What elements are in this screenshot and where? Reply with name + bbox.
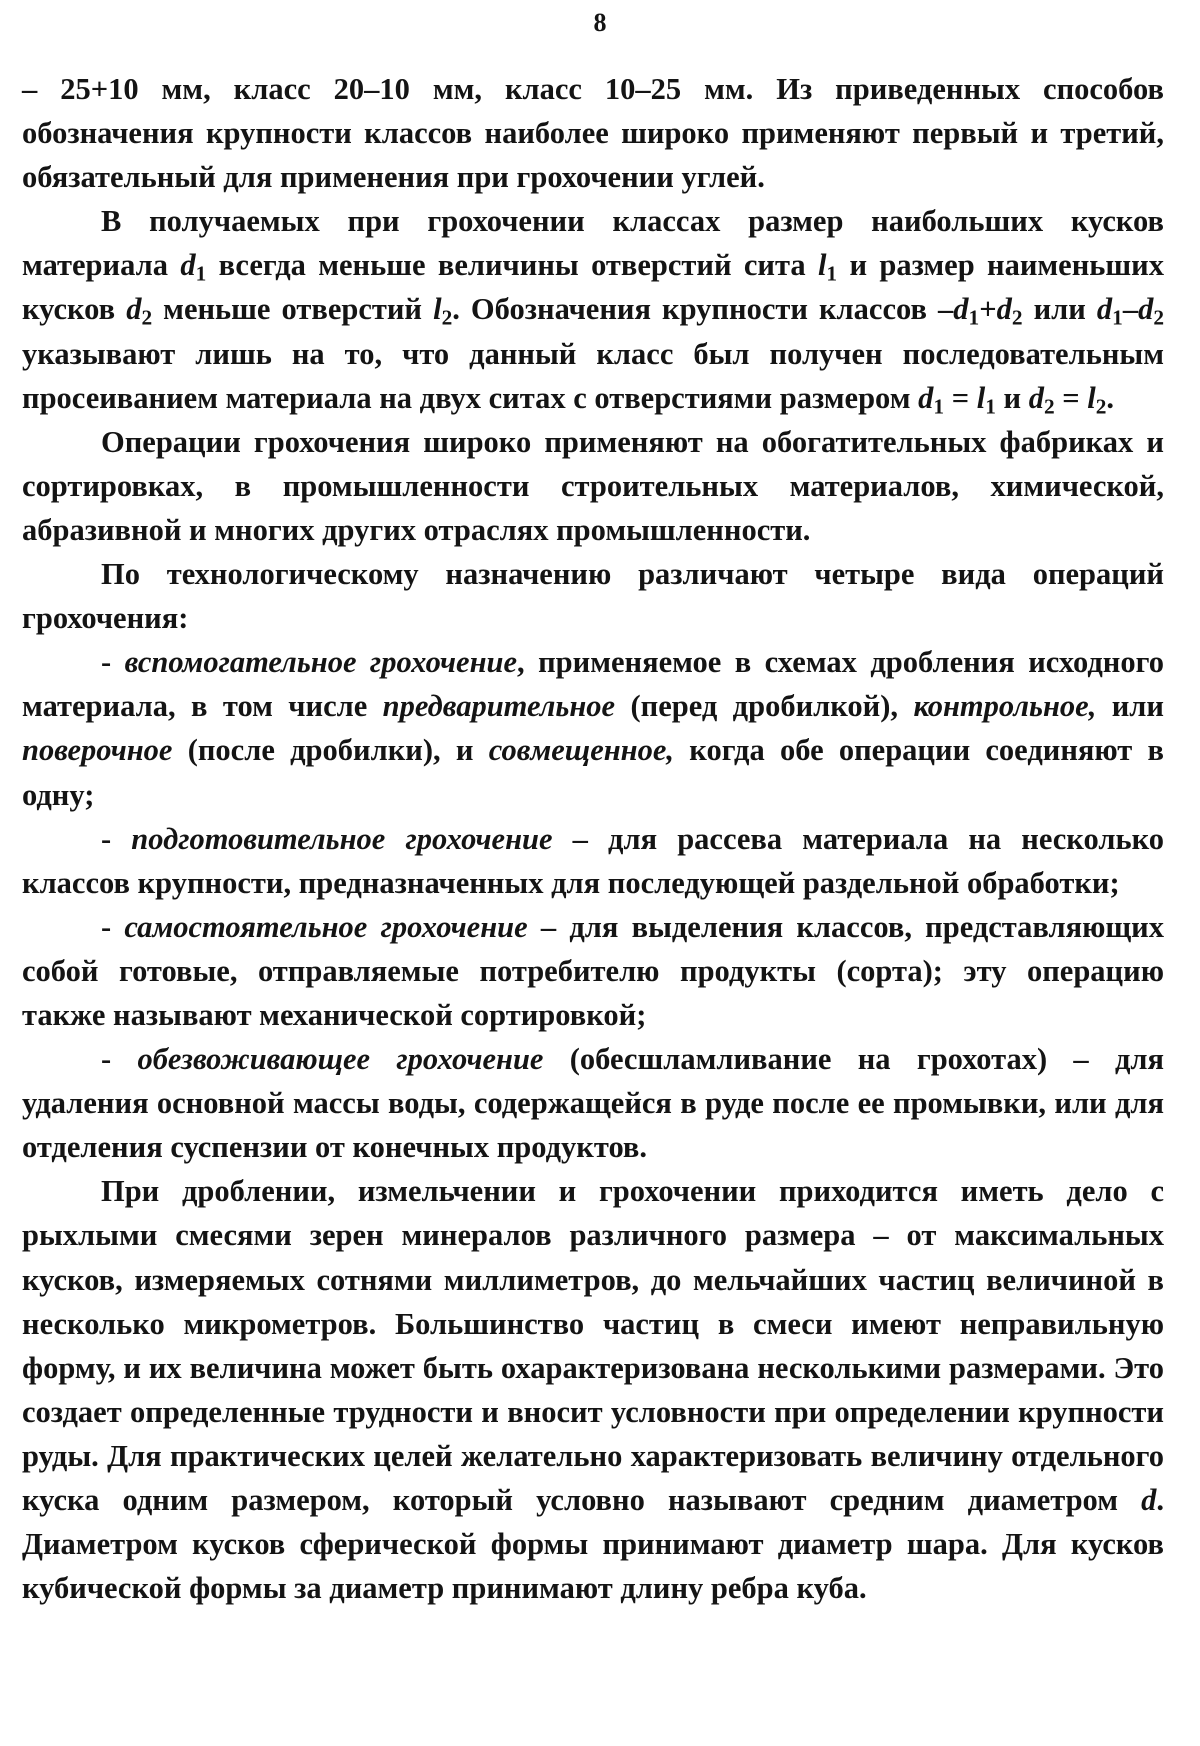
list-item-dewatering-screening: - обезвоживающее грохочение (обесшламливание на грохотах) – для удаления основной массы воды, содержащейся в руде после ее промывки, или для отделения суспензии от конечных продуктов. <box>22 1042 1164 1165</box>
paragraph-applications: Операции грохочения широко применяют на обогатительных фабриках и сортировках, в промышленности строительных материалов, химической, абразивной и многих других отраслях промышленности. <box>22 424 1164 547</box>
list-item-independent-screening: - самостоятельное грохочение – для выделения классов, представляющих собой готовые, отправляемые потребителю продукты (сорта); эту операцию также называют механической сортировкой; <box>22 909 1164 1032</box>
paragraph-class-sizes: В получаемых при грохочении классах размер наибольших кусков материала $d_1$ всегда меньше величины отверстий сита $l_1$ и размер наименьших кусков $d_2$ меньше отверстий $l_2$. Обозначения крупности классов $-d_1+d_2$ или $d_1-d_2$ указывают лишь на то, что данный класс был получен последовательным просеиванием материала на двух ситах с отверстиями размером $d_1 = l_1$ и $d_2 = l_2$. <box>22 204 1164 418</box>
paragraph-types-intro: По технологическому назначению различают четыре вида операций грохочения: <box>22 557 1164 636</box>
page-number: 8 <box>593 8 607 37</box>
paragraph-particle-size: При дроблении, измельчении и грохочении приходится иметь дело с рыхлыми смесями зерен минералов различного размера – от максимальных кусков, измеряемых сотнями миллиметров, до мельчайших частиц величиной в несколько микрометров. Большинство частиц в смеси имеют неправильную форму, и их величина может быть охарактеризована несколькими размерами. Это создает определенные трудности и вносит условности при определении крупности руды. Для практических целей желательно характеризовать величину отдельного куска одним размером, который условно называют средним диаметром d. Диаметром кусков сферической формы принимают диаметр шара. Для кусков кубической формы за диаметр принимают длину ребра куба. <box>22 1174 1164 1606</box>
list-item-auxiliary-screening: - вспомогательное грохочение, применяемое в схемах дробления исходного материала, в том числе предварительное (перед дробилкой), контрольное, или поверочное (после дробилки), и совмещенное, когда обе операции соединяют в одну; <box>22 645 1165 812</box>
list-item-preparatory-screening: - подготовительное грохочение – для рассева материала на несколько классов крупности, предназначенных для последующей раздельной обработки; <box>22 821 1164 900</box>
page-body <box>22 67 1164 1610</box>
paragraph-continuation: – 25+10 мм, класс 20–10 мм, класс 10–25 мм. Из приведенных способов обозначения крупности классов наиболее широко применяют первый и третий, обязательный для применения при грохочении углей. <box>22 72 1164 195</box>
